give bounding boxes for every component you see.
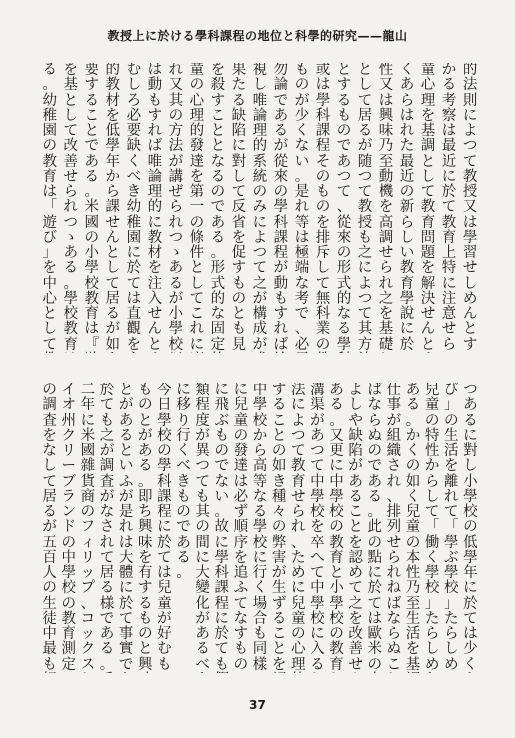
text-column: 童 心 理 を 基 調 と し て 教 育 問 題 を 解 決 せ ん と — [420, 63, 436, 353]
text-column: む し ろ 必 要 缺 く べ き 幼 稚 園 に 於 て は 直 觀 を — [126, 63, 142, 353]
text-column: 於 て も 之 が 調 査 が な さ れ て 居 る 様 で あ る 。 — [99, 383, 115, 673]
page-number: 37 — [249, 698, 266, 712]
text-column: れ 又 其 の 方 法 が 講 ぜ ら れ つ ゝ あ る が 小 學 校 — [168, 63, 184, 353]
text-column: か る 考 察 は 最 近 に 於 て 教 育 上 特 に 注 意 せ ら — [441, 63, 457, 353]
text-column: に 兒 童 の 發 達 は 必 ず 順 序 を 追 ふ て な す も の — [233, 383, 249, 673]
text-column: も の と が あ る 。 即 ち 興 味 を 有 す る も の と 興 — [137, 383, 153, 673]
text-column: は 動 も す れ ば 唯 論 理 的 に 教 材 を 注 入 せ ん と — [147, 63, 163, 353]
text-column: び 」 の 生 活 を 離 れ て 「 學 ぶ 學 校 」 た ら し め — [443, 383, 459, 673]
lower-text-block — [40, 383, 480, 673]
text-column: 今 日 學 校 の 學 科 課 程 に 於 て は 兒 童 が 好 む も — [157, 383, 172, 673]
text-column: に 移 り 行 く べ き も の で あ る 。 — [176, 383, 191, 581]
text-column: あ る 。 か く の 如 く 兒 童 の 本 性 乃 至 生 活 を 基 — [405, 383, 421, 673]
text-column: 溝 渠 が あ つ て 中 學 校 を 卒 へ て 中 學 校 に 入 る — [310, 383, 325, 673]
text-column: 兒 童 の 特 性 か ら し て 「 働 く 學 校 」 た ら し め — [424, 383, 440, 673]
text-column: に 飛 ぶ も の で な い 。 故 に 學 科 課 程 に 於 て も — [214, 383, 229, 673]
text-column: を 殺 す こ と と な る の で あ る 。 形 式 的 な 固 定 — [210, 63, 226, 353]
text-column: 的 教 材 を 低 學 年 か ら 課 せ ん と し て 居 る が 如 — [105, 63, 121, 353]
text-column: 類 程 度 が 異 つ て も 其 の 間 に 大 變 化 が あ る べ — [195, 383, 210, 673]
text-column: 童 の 心 理 的 發 達 を 第 一 の 條 件 と し て こ れ に — [189, 63, 205, 353]
upper-text-block — [40, 63, 480, 353]
text-column: よ し や 缺 陷 が あ る こ と を 認 め て 之 を 改 善 せ — [348, 383, 363, 673]
text-column: と し て 居 る が 随 つ て 教 授 も 之 に よ つ て 其 方 — [357, 63, 373, 353]
text-column: 果 た る 缺 陷 に 對 し て 反 省 を 促 す も の と も 見 — [231, 63, 247, 353]
text-column: つ あ る に 對 し 小 學 校 の 低 學 年 に 於 て は 少 く — [463, 383, 478, 673]
text-column: 法 に よ つ て 教 育 せ ら れ 、 た め に 兒 童 の 心 理 — [290, 383, 306, 673]
text-column: 性 又 は 興 味 乃 至 動 機 を 高 調 せ ら れ 之 を 基 礎 — [378, 63, 394, 353]
text-column: と す る も の で あ つ て 、 從 來 の 形 式 的 な る 學 — [336, 63, 352, 353]
text-column: 要 す る こ と で あ る 。 米 國 の 小 學 校 教 育 は 『 — [84, 63, 100, 353]
text-column: と が あ る と い ふ が 是 れ は 大 體 に 於 て 事 實 で — [118, 383, 134, 673]
text-column: の 調 査 を な し て 居 る が 五 百 人 の 生 徒 中 最 も — [42, 383, 57, 673]
text-column: く あ ら は れ た 最 近 の 新 ら し い 教 育 學 說 に 於 — [399, 63, 415, 353]
running-header: 教授上に於ける學科課程の地位と科學的研究——龍山 — [107, 29, 408, 43]
text-column: あ る 。 又 更 に 中 學 校 の 教 育 と 小 學 校 の 教 育 — [329, 383, 344, 673]
text-column: 中 學 校 か ら 高 等 な る 學 校 に 行 く 場 合 も 同 樣 — [252, 383, 268, 673]
text-column: イ オ 州 ク リ ー ブ ラ ン ド の 中 學 校 の 教 育 測 定 — [61, 383, 76, 673]
text-column: 二 年 に 米 國 雜 貨 商 の フ ィ リ ッ プ 、 コ ッ ク ス — [80, 383, 96, 673]
text-column: を 基 と し て 改 善 せ ら れ つ ゝ あ る 。 學 校 教 育 — [63, 63, 79, 353]
text-column: ば な ら ぬ の で あ る 。 此 の 點 に 於 て は 歐 米 の — [367, 383, 382, 673]
text-column: る 。 幼 稚 園 の 教 育 は 「 遊 び 」 を 中 心 と し て — [42, 63, 57, 353]
text-column: 或 は 學 科 課 程 そ の も の を 排 斥 し て 無 科 業 の — [315, 63, 331, 353]
text-column: も の が 少 く な い 。 是 れ 等 は 極 端 な 考 で 、 必 — [294, 63, 310, 353]
text-column: 的 法 則 に よ つ て 教 授 又 は 學 習 せ し め ん と す — [462, 63, 478, 353]
text-column: 視 し 唯 論 理 的 系 統 の み に よ つ て 之 が 構 成 が — [252, 63, 268, 353]
text-column: す る こ と の 如 き 種 々 の 弊 害 が 生 ず る こ と を — [271, 383, 287, 673]
text-column: 仕 事 が 組 織 さ れ 、 排 列 せ ら れ ね ば な ら ぬ こ — [386, 383, 402, 673]
text-column: 勿 論 で あ る が 從 來 の 學 科 課 程 が 動 も す れ ば — [273, 63, 289, 353]
